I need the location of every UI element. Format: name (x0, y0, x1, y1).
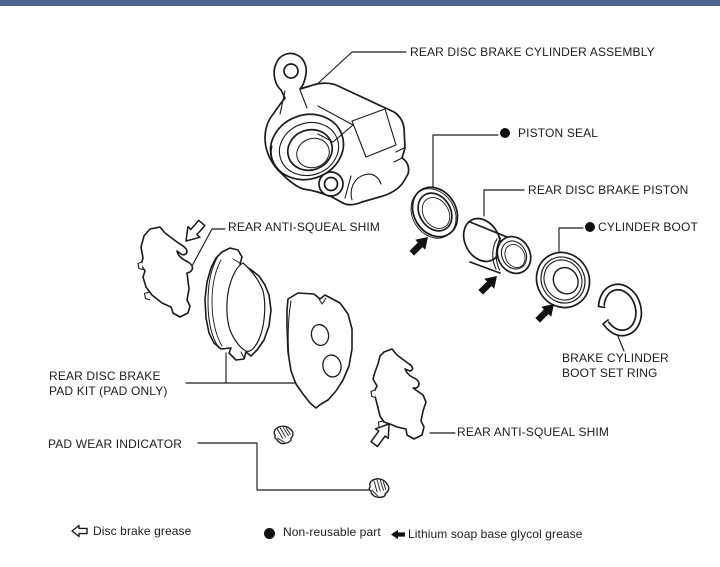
legend-disc-brake-grease: Disc brake grease (93, 524, 192, 538)
piston-seal-drawing (402, 179, 467, 247)
label-pad-kit-line2: PAD KIT (PAD ONLY) (49, 384, 168, 398)
non-reusable-marker-icon (585, 222, 595, 232)
solid-arrow-piston-seal (409, 237, 428, 256)
label-cylinder-assembly: REAR DISC BRAKE CYLINDER ASSEMBLY (410, 45, 655, 59)
pad-wear-indicator-clip-1 (273, 425, 294, 445)
label-anti-squeal-shim-upper: REAR ANTI-SQUEAL SHIM (228, 220, 381, 234)
leader-pad-wear-indicator (198, 443, 369, 490)
piston-drawing (456, 212, 537, 279)
shim-upper-tab-2 (145, 292, 150, 300)
label-cylinder-boot (585, 220, 698, 234)
shim-lower-tab-1 (371, 390, 376, 398)
filled-circle-icon (264, 528, 275, 539)
label-boot-set-ring (562, 351, 669, 381)
leader-cylinder-boot (559, 228, 583, 251)
pad-right-outline (287, 293, 352, 408)
anti-squeal-shim-upper-drawing (138, 227, 192, 317)
label-anti-squeal-shim-lower: REAR ANTI-SQUEAL SHIM (457, 425, 610, 439)
non-reusable-marker-icon (500, 128, 510, 138)
brake-pad-middle-drawing (205, 248, 271, 360)
leader-piston (484, 190, 524, 216)
label-pad-kit (49, 369, 168, 399)
label-boot-set-ring-line2: BOOT SET RING (562, 366, 658, 380)
brake-pad-right-drawing (287, 293, 352, 408)
caliper-mount-hole-bottom (325, 178, 338, 191)
anti-squeal-shim-lower-drawing (371, 349, 426, 439)
solid-arrow-piston (478, 276, 497, 295)
label-pad-wear-indicator: PAD WEAR INDICATOR (48, 437, 183, 451)
cylinder-boot-drawing (526, 243, 599, 317)
filled-left-arrow-icon (390, 529, 407, 540)
label-cylinder-boot-text: CYLINDER BOOT (598, 220, 698, 234)
legend-non-reusable-part: Non-reusable part (283, 525, 381, 539)
solid-arrow-cylinder-boot (535, 304, 554, 323)
label-pad-kit-line1: REAR DISC BRAKE (49, 369, 161, 383)
label-piston-seal (500, 126, 598, 140)
legend-lithium-grease: Lithium soap base glycol grease (408, 527, 583, 541)
caliper-assembly-drawing (261, 53, 408, 204)
pad-wear-indicator-clip-2 (368, 478, 389, 498)
label-piston: REAR DISC BRAKE PISTON (528, 183, 689, 197)
open-arrow-shim-upper (186, 220, 205, 241)
shim-upper-tab-1 (138, 262, 142, 270)
caliper-mount-hole-top (284, 64, 298, 78)
label-boot-set-ring-line1: BRAKE CYLINDER (562, 351, 669, 365)
label-piston-seal-text: PISTON SEAL (518, 126, 599, 140)
open-arrow-shim-lower (371, 424, 389, 447)
open-left-arrow-icon (71, 524, 91, 538)
shim-upper-outline (141, 227, 192, 317)
leader-piston-seal (433, 135, 498, 190)
boot-set-ring-drawing (584, 279, 647, 342)
